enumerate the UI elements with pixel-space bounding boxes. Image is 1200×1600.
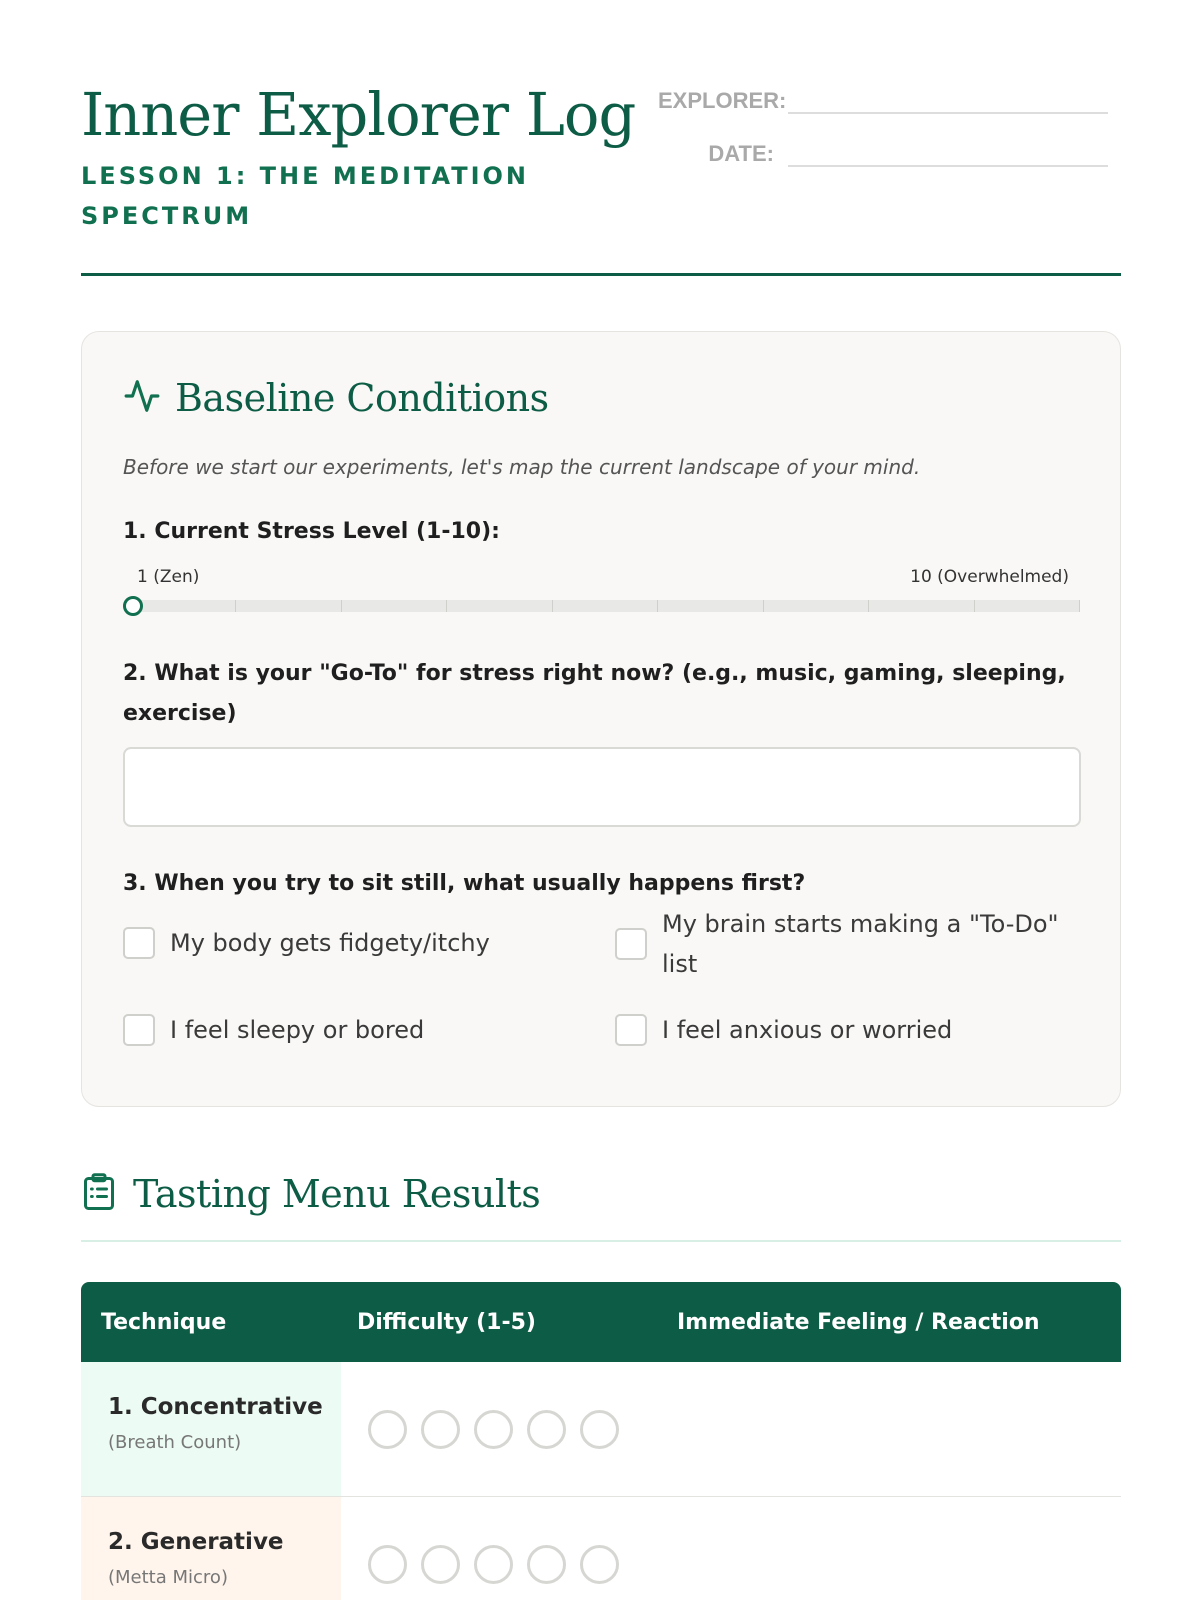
baseline-title: Baseline Conditions [175,376,549,420]
slider-tick [657,600,658,612]
rating-circle[interactable] [580,1545,619,1584]
go-to-input[interactable] [123,747,1081,827]
technique-sub: (Breath Count) [108,1432,242,1453]
technique-cell [81,1497,341,1600]
rating-circle[interactable] [580,1410,619,1449]
slider-tick [235,600,236,612]
baseline-card [81,331,1121,1107]
slider-tick [552,600,553,612]
option-fidgety[interactable] [123,923,490,963]
option-anxious[interactable] [615,1010,952,1050]
technique-name: 1. Concentrative [108,1394,323,1420]
scale-min-label: 1 (Zen) [137,567,200,587]
rating-circle[interactable] [527,1410,566,1449]
option-label: My brain starts making a "To-Do" list [662,910,1059,978]
checkbox[interactable] [123,927,155,959]
question-stress-level: 1. Current Stress Level (1-10): [123,519,500,544]
checkbox[interactable] [615,1014,647,1046]
date-label: DATE: [708,141,774,166]
table-header [81,1282,1121,1362]
activity-pulse-icon [123,377,161,419]
slider-tick [341,600,342,612]
rating-circle[interactable] [368,1545,407,1584]
option-label: My body gets fidgety/itchy [170,929,490,957]
slider-tick [868,600,869,612]
reaction-cell[interactable] [641,1362,1121,1496]
checkbox[interactable] [123,1014,155,1046]
baseline-heading [123,376,549,420]
explorer-label: EXPLORER: [658,88,787,113]
column-reaction: Immediate Feeling / Reaction [677,1309,1040,1335]
option-sleepy[interactable] [123,1010,424,1050]
tasting-table [81,1282,1121,1600]
slider-tick [974,600,975,612]
technique-name: 2. Generative [108,1529,284,1555]
rating-circle[interactable] [421,1410,460,1449]
tasting-divider [81,1240,1121,1242]
baseline-intro: Before we start our experiments, let's map the current landscape of your mind. [123,455,921,479]
worksheet-page [81,0,1121,1588]
question-sit-still: 3. When you try to sit still, what usually happens first? [123,871,806,896]
scale-max-label: 10 (Overwhelmed) [910,567,1069,587]
technique-cell [81,1362,341,1496]
table-row [81,1497,1121,1600]
option-to-do-list[interactable] [615,904,1075,984]
rating-circle[interactable] [527,1545,566,1584]
slider-tick [446,600,447,612]
checkbox[interactable] [615,928,647,960]
difficulty-rating [341,1497,641,1600]
rating-circle[interactable] [474,1410,513,1449]
technique-sub: (Metta Micro) [108,1567,228,1588]
tasting-title: Tasting Menu Results [133,1172,541,1216]
clipboard-list-icon [81,1172,117,1216]
option-label: I feel anxious or worried [662,1016,953,1044]
stress-slider-track[interactable] [130,600,1080,612]
slider-tick [763,600,764,612]
reaction-cell[interactable] [641,1497,1121,1600]
explorer-field[interactable] [788,88,1108,114]
lesson-subtitle: LESSON 1: THE MEDITATION SPECTRUM [81,162,530,230]
page-title: Inner Explorer Log [81,80,636,149]
rating-circle[interactable] [421,1545,460,1584]
header-divider [81,273,1121,276]
date-field[interactable] [788,141,1108,167]
table-row [81,1362,1121,1497]
column-technique: Technique [101,1309,227,1335]
date-row [658,141,1108,167]
explorer-row [658,88,1108,114]
difficulty-rating [341,1362,641,1496]
stress-slider-thumb[interactable] [123,596,143,616]
question-go-to: 2. What is your "Go-To" for stress right now? (e.g., music, gaming, sleeping, exercise) [123,661,1066,726]
rating-circle[interactable] [474,1545,513,1584]
page-header [81,0,1121,276]
stress-scale-labels [123,567,1083,587]
tasting-heading [81,1172,540,1216]
rating-circle[interactable] [368,1410,407,1449]
slider-tick [1079,600,1080,612]
option-label: I feel sleepy or bored [170,1016,425,1044]
column-difficulty: Difficulty (1-5) [357,1309,536,1335]
